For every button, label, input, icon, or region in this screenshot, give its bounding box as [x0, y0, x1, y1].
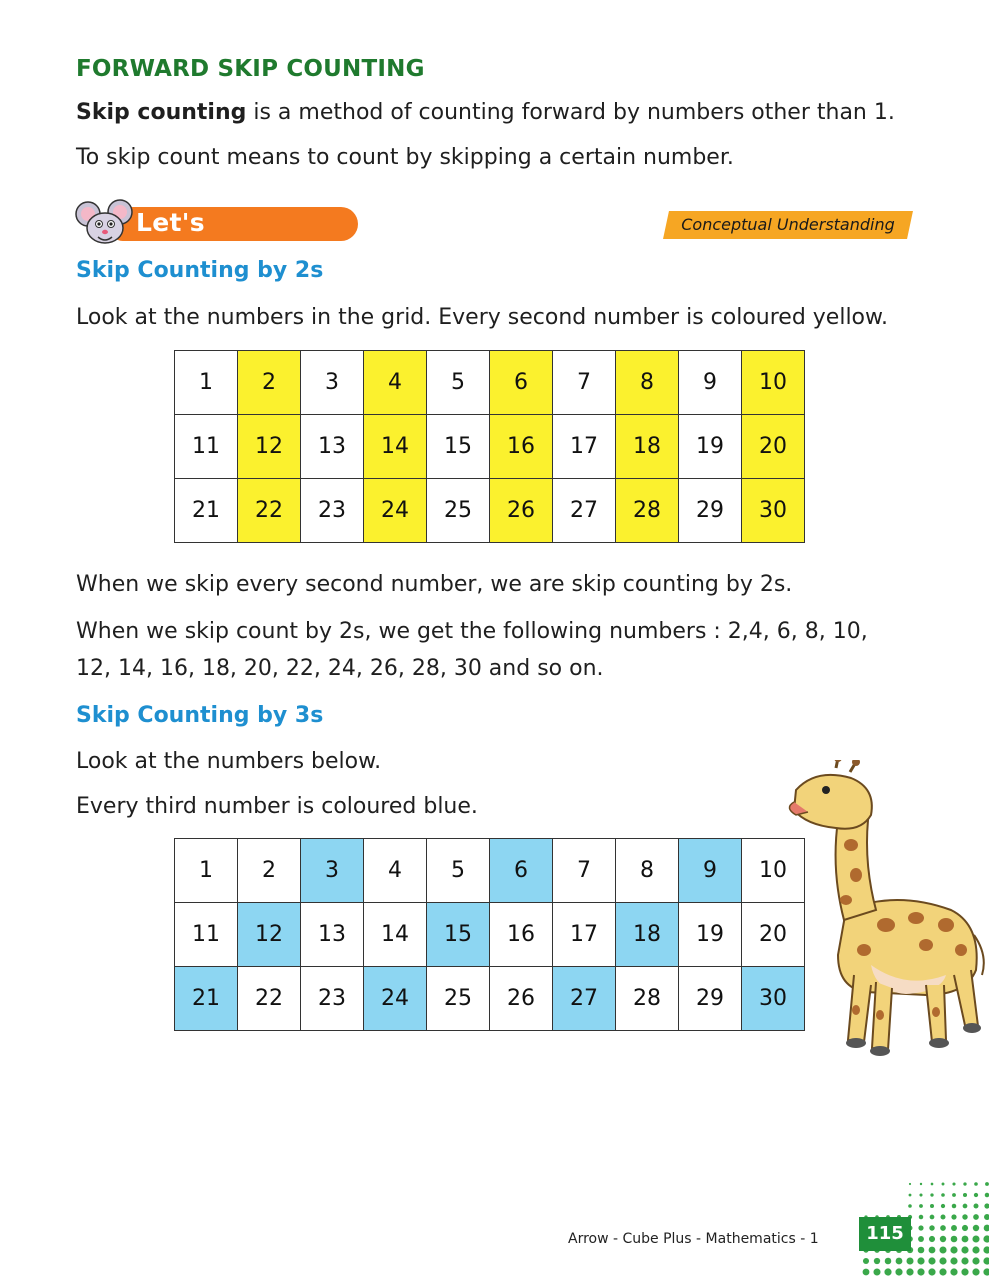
grid-cell: 1 [175, 839, 238, 903]
section2-explain2b: 12, 14, 16, 18, 20, 22, 24, 26, 28, 30 and so on. [76, 656, 604, 681]
intro-rest: is a method of counting forward by numbers other than 1. [246, 100, 895, 125]
grid-cell: 4 [364, 351, 427, 415]
skip-by-2-grid [174, 350, 805, 543]
grid-cell: 21 [175, 967, 238, 1031]
grid-cell: 7 [553, 839, 616, 903]
section-heading: FORWARD SKIP COUNTING [76, 56, 425, 82]
grid-row [175, 479, 805, 543]
grid-cell: 3 [301, 839, 364, 903]
grid-cell: 5 [427, 839, 490, 903]
grid-row [175, 903, 805, 967]
conceptual-understanding-tag [663, 211, 913, 239]
skip-by-3-grid [174, 838, 805, 1031]
grid-cell: 21 [175, 479, 238, 543]
grid-cell: 9 [679, 351, 742, 415]
lets-understand-banner [74, 198, 364, 266]
conceptual-tag-label: Conceptual Understanding [681, 215, 895, 234]
grid-cell: 20 [742, 415, 805, 479]
intro-bold: Skip counting [76, 100, 247, 125]
grid-cell: 12 [238, 415, 301, 479]
grid-cell: 22 [238, 967, 301, 1031]
grid-cell: 28 [616, 479, 679, 543]
grid-cell: 26 [490, 479, 553, 543]
grid-cell: 16 [490, 903, 553, 967]
grid-cell: 18 [616, 415, 679, 479]
grid-cell: 19 [679, 903, 742, 967]
grid-cell: 30 [742, 479, 805, 543]
grid-cell: 26 [490, 967, 553, 1031]
mouse-mascot-icon [74, 198, 144, 248]
grid-cell: 18 [616, 903, 679, 967]
grid-cell: 28 [616, 967, 679, 1031]
grid-cell: 17 [553, 903, 616, 967]
section3-instruction1: Look at the numbers below. [76, 749, 382, 774]
grid-cell: 10 [742, 839, 805, 903]
giraffe-illustration [776, 760, 986, 1060]
grid-cell: 29 [679, 479, 742, 543]
section2-explain1: When we skip every second number, we are skip counting by 2s. [76, 572, 793, 597]
grid-cell: 16 [490, 415, 553, 479]
grid-cell: 17 [553, 415, 616, 479]
grid-cell: 27 [553, 479, 616, 543]
intro-paragraph [76, 96, 895, 130]
grid-cell: 14 [364, 415, 427, 479]
grid-cell: 14 [364, 903, 427, 967]
grid-row [175, 415, 805, 479]
intro-line2: To skip count means to count by skipping a certain number. [76, 145, 734, 170]
section3-instruction2: Every third number is coloured blue. [76, 794, 478, 819]
grid-cell: 6 [490, 839, 553, 903]
grid-cell: 27 [553, 967, 616, 1031]
grid-cell: 11 [175, 903, 238, 967]
grid-cell: 23 [301, 967, 364, 1031]
grid-cell: 29 [679, 967, 742, 1031]
grid-row [175, 351, 805, 415]
section3-title: Skip Counting by 3s [76, 703, 324, 728]
page-number: 115 [859, 1217, 911, 1251]
grid-cell: 22 [238, 479, 301, 543]
grid-cell: 24 [364, 479, 427, 543]
grid-cell: 23 [301, 479, 364, 543]
grid-cell: 9 [679, 839, 742, 903]
grid-cell: 1 [175, 351, 238, 415]
grid-cell: 19 [679, 415, 742, 479]
grid-cell: 8 [616, 839, 679, 903]
grid-cell: 13 [301, 415, 364, 479]
grid-cell: 13 [301, 903, 364, 967]
grid-cell: 11 [175, 415, 238, 479]
section2-title: Skip Counting by 2s [76, 258, 324, 283]
grid-cell: 25 [427, 479, 490, 543]
footer-book-title: Arrow - Cube Plus - Mathematics - 1 [568, 1231, 819, 1247]
grid-cell: 3 [301, 351, 364, 415]
grid-cell: 12 [238, 903, 301, 967]
grid-cell: 7 [553, 351, 616, 415]
grid-cell: 8 [616, 351, 679, 415]
grid-cell: 30 [742, 967, 805, 1031]
grid-cell: 15 [427, 903, 490, 967]
grid-cell: 15 [427, 415, 490, 479]
grid-cell: 2 [238, 839, 301, 903]
lets-understand-label: Let's Understand [136, 208, 304, 266]
grid-row [175, 967, 805, 1031]
section2-explain2a: When we skip count by 2s, we get the following numbers : 2,4, 6, 8, 10, [76, 619, 868, 644]
grid-row [175, 839, 805, 903]
grid-cell: 6 [490, 351, 553, 415]
section2-instruction: Look at the numbers in the grid. Every second number is coloured yellow. [76, 305, 888, 330]
grid-cell: 4 [364, 839, 427, 903]
grid-cell: 24 [364, 967, 427, 1031]
grid-cell: 25 [427, 967, 490, 1031]
grid-cell: 2 [238, 351, 301, 415]
grid-cell: 5 [427, 351, 490, 415]
grid-cell: 10 [742, 351, 805, 415]
grid-cell: 20 [742, 903, 805, 967]
